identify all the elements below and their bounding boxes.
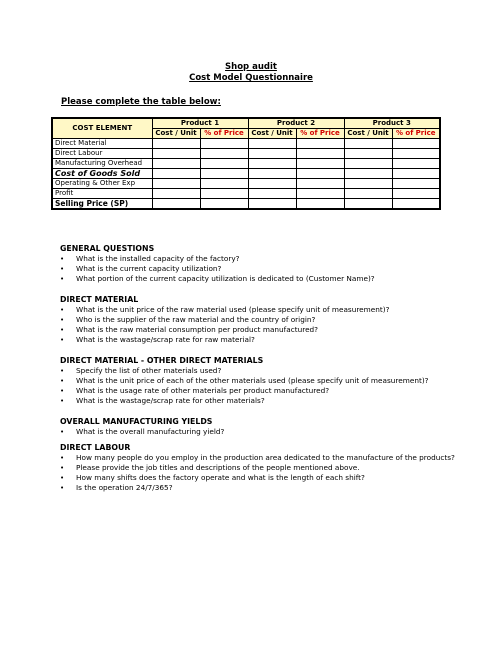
input-cell[interactable] [152,169,200,179]
question-text: What is the raw material consumption per product manufactured? [76,325,319,334]
input-cell[interactable] [296,149,344,159]
input-cell[interactable] [248,189,296,199]
question-text: Please provide the job titles and descriptions of the people mentioned above. [76,463,360,472]
input-cell[interactable] [344,189,392,199]
input-cell[interactable] [392,169,440,179]
bullet-icon: • [60,275,65,283]
section-direct-labour [60,443,460,493]
subheader-cost-unit: Cost / Unit [344,129,392,139]
input-cell[interactable] [296,169,344,179]
bullet-icon: • [60,428,65,436]
bullet-icon: • [60,306,65,314]
document-title: Shop audit [225,62,277,72]
section-heading: DIRECT MATERIAL - OTHER DIRECT MATERIALS [60,356,264,365]
bullet-icon: • [60,316,65,324]
row-label-direct-material: Direct Material [52,139,152,149]
section-heading: GENERAL QUESTIONS [60,244,155,253]
question-text: What is the current capacity utilization? [76,264,222,273]
list-item [60,453,460,463]
bullet-icon: • [60,377,65,385]
question-text: What is the overall manufacturing yield? [76,427,225,436]
question-text: What is the wastage/scrap rate for raw material? [76,335,255,344]
question-list [60,427,460,437]
input-cell[interactable] [344,139,392,149]
list-item [60,366,460,376]
section-other-direct-materials [60,356,460,406]
input-cell[interactable] [200,139,248,149]
bullet-icon: • [60,336,65,344]
input-cell[interactable] [392,179,440,189]
input-cell[interactable] [344,149,392,159]
list-item [60,325,460,335]
input-cell[interactable] [392,189,440,199]
question-list [60,453,460,493]
input-cell[interactable] [200,169,248,179]
input-cell[interactable] [152,189,200,199]
row-label-direct-labour: Direct Labour [52,149,152,159]
bullet-icon: • [60,454,65,462]
row-label-operating-other-exp: Operating & Other Exp [52,179,152,189]
input-cell[interactable] [200,189,248,199]
question-list [60,366,460,406]
input-cell[interactable] [296,179,344,189]
question-text: What is the unit price of each of the other materials used (please specify unit of measurement)? [76,376,429,385]
input-cell[interactable] [152,139,200,149]
table-instruction: Please complete the table below: [61,97,221,107]
row-label-selling-price: Selling Price (SP) [52,199,152,210]
input-cell[interactable] [392,139,440,149]
input-cell[interactable] [296,199,344,210]
input-cell[interactable] [248,199,296,210]
input-cell[interactable] [296,139,344,149]
list-item [60,376,460,386]
question-list [60,305,460,345]
list-item [60,483,460,493]
question-text: What is the installed capacity of the factory? [76,254,240,263]
input-cell[interactable] [152,149,200,159]
input-cell[interactable] [200,199,248,210]
subheader-pct-price: % of Price [296,129,344,139]
subheader-pct-price: % of Price [392,129,440,139]
input-cell[interactable] [248,139,296,149]
question-text: What is the unit price of the raw material used (please specify unit of measurement)? [76,305,390,314]
input-cell[interactable] [152,179,200,189]
table-row [52,189,440,199]
input-cell[interactable] [200,159,248,169]
question-text: Who is the supplier of the raw material and the country of origin? [76,315,316,324]
row-label-manufacturing-overhead: Manufacturing Overhead [52,159,152,169]
list-item [60,254,460,264]
table-row [52,169,440,179]
input-cell[interactable] [248,159,296,169]
bullet-icon: • [60,397,65,405]
header-product-1: Product 1 [152,118,248,129]
input-cell[interactable] [296,189,344,199]
table-row [52,199,440,210]
question-text: Specify the list of other materials used? [76,366,222,375]
input-cell[interactable] [152,159,200,169]
section-general-questions [60,244,460,284]
input-cell[interactable] [344,169,392,179]
input-cell[interactable] [248,179,296,189]
subheader-cost-unit: Cost / Unit [152,129,200,139]
header-product-3: Product 3 [344,118,440,129]
list-item [60,305,460,315]
list-item [60,386,460,396]
section-heading: DIRECT LABOUR [60,443,131,452]
section-heading: OVERALL MANUFACTURING YIELDS [60,417,213,426]
section-direct-material [60,295,460,345]
table-row [52,139,440,149]
row-label-cost-of-goods-sold: Cost of Goods Sold [52,169,152,179]
input-cell[interactable] [248,149,296,159]
cost-element-table [51,117,441,210]
bullet-icon: • [60,387,65,395]
list-item [60,274,460,284]
question-text: How many shifts does the factory operate and what is the length of each shift? [76,473,365,482]
bullet-icon: • [60,326,65,334]
input-cell[interactable] [392,149,440,159]
input-cell[interactable] [296,159,344,169]
question-text: Is the operation 24/7/365? [76,483,173,492]
input-cell[interactable] [200,179,248,189]
question-text: What is the wastage/scrap rate for other materials? [76,396,265,405]
input-cell[interactable] [344,179,392,189]
input-cell[interactable] [152,199,200,210]
input-cell[interactable] [392,159,440,169]
table-row [52,179,440,189]
table-row [52,159,440,169]
subheader-cost-unit: Cost / Unit [248,129,296,139]
bullet-icon: • [60,255,65,263]
list-item [60,315,460,325]
list-item [60,427,460,437]
table-row [52,149,440,159]
question-text: What is the usage rate of other materials per product manufactured? [76,386,330,395]
header-cost-element: COST ELEMENT [52,118,152,139]
input-cell[interactable] [200,149,248,159]
header-product-2: Product 2 [248,118,344,129]
list-item [60,463,460,473]
list-item [60,264,460,274]
bullet-icon: • [60,484,65,492]
input-cell[interactable] [392,199,440,210]
row-label-profit: Profit [52,189,152,199]
question-text: How many people do you employ in the production area dedicated to the manufacture of the products? [76,453,455,462]
section-overall-manufacturing-yields [60,417,460,437]
input-cell[interactable] [344,159,392,169]
section-heading: DIRECT MATERIAL [60,295,139,304]
input-cell[interactable] [344,199,392,210]
bullet-icon: • [60,464,65,472]
question-list [60,254,460,284]
bullet-icon: • [60,265,65,273]
input-cell[interactable] [248,169,296,179]
document-subtitle: Cost Model Questionnaire [189,73,313,83]
bullet-icon: • [60,474,65,482]
list-item [60,335,460,345]
subheader-pct-price: % of Price [200,129,248,139]
bullet-icon: • [60,367,65,375]
title-block [0,62,502,84]
list-item [60,473,460,483]
question-text: What portion of the current capacity utilization is dedicated to (Customer Name)? [76,274,375,283]
list-item [60,396,460,406]
